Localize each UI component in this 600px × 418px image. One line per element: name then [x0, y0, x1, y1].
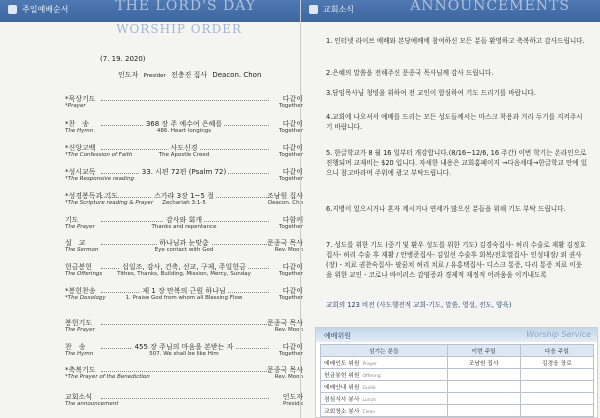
order-item-title: 봉헌기도 [65, 319, 93, 327]
table-row [321, 393, 594, 405]
order-item-detail: 제 1 장 만복의 근원 하나님 [142, 287, 226, 295]
column-header: 이번 주일 [447, 345, 520, 357]
order-item-leader-en: Preside [282, 401, 303, 407]
next-week-cell [520, 369, 593, 381]
role-cell [321, 369, 448, 381]
order-item-detail-en: Tithes, Thanks, Building, Mission, Mercy, Sunday [117, 271, 251, 277]
order-item-leader-en: Together [279, 176, 303, 182]
announcement-item: 5. 한글학교가 8 월 16 일부터 개강합니다.(8/16~12/6, 16 주간) 이번 학기는 온라인으로 진행되며 교재비는 $20 입니다. 자세한 내용은 교회홈페이지 →다음세대→한글학교 안에 있으니 참고바라며 주위에 광고 부탁드립니다. [326, 149, 588, 177]
next-week-cell [520, 381, 593, 393]
order-item-title: 기도 [65, 216, 79, 224]
worship-service-bar [316, 328, 597, 342]
order-item-title: *묵상기도 [65, 95, 96, 103]
order-item [65, 262, 303, 279]
this-week-cell [447, 381, 520, 393]
announcement-item: 7. 성도를 위한 기도 (중기 및 환우 성도를 위한 기도) 김경숙집사- 허리 수술로 재활 김정호집사- 허리 수술 후 재활 / 안병준집사- 김일선 수술후 회복/전호열집사- 인성대장/ 외 권사(장) - 치료 권찬숙집사- 팔꿈치 허리 치료 / 유홍택집사- 디스크 통증, 다리 통증 치료 이웃을 위한 교인 - 코로나 바이러스 감염증과 경제적 재정적 어려움을 이겨내도록 [326, 241, 586, 279]
order-item-leader: 문종국 목사 [266, 366, 303, 374]
this-week-cell [447, 405, 520, 417]
order-item-detail-en: 507. We shall be like Him [149, 351, 219, 357]
worship-service-title: 예배위원 [324, 332, 352, 340]
order-item-detail-en: 1. Praise God from whom all Blessing Flow [125, 295, 243, 301]
order-item-leader: 다같이 [282, 168, 303, 176]
order-item-title: *찬 송 [65, 120, 90, 128]
announcements-header [301, 0, 600, 22]
role-cell [321, 405, 448, 417]
order-item-leader-en: Deacon. Cho [267, 200, 303, 206]
announcements-page [300, 0, 600, 418]
table-row [321, 381, 594, 393]
order-item-leader: 문종국 목사 [266, 239, 303, 247]
order-item-title-en: The Prayer [65, 327, 95, 333]
order-item-leader: 다같이 [282, 120, 303, 128]
order-item-leader: 인도자 [282, 393, 303, 401]
order-item-leader-en: Together [279, 271, 303, 277]
order-item-detail-en: The Apostle Creed [158, 152, 210, 158]
worship-order-header [0, 0, 300, 22]
order-item-title-en: *Prayer [65, 103, 86, 109]
order-item-detail: 사도신경 [170, 144, 198, 152]
announcement-item: 6.지병이 있으시거나 혼자 계시거나 연세가 많으신 분들을 위해 기도 부탁 드립니다. [326, 205, 566, 213]
order-item [65, 342, 303, 359]
order-item-title-en: The Prayer [65, 224, 95, 230]
order-item-title: *봉헌찬송 [65, 287, 96, 295]
order-item-leader-en: Together [279, 224, 303, 230]
worship-order-label: 주일예배순서 [0, 4, 68, 15]
header-en-line-1: THE LORD'S DAY [115, 0, 256, 14]
order-item-leader-en: Together [279, 128, 303, 134]
order-item [65, 119, 303, 136]
order-item-leader-en: Rev. Moon [274, 327, 303, 333]
order-item [65, 238, 303, 255]
order-item [65, 191, 303, 208]
presider-ko-label: 인도자 [118, 71, 139, 79]
worship-service-table [320, 344, 594, 417]
order-item-leader: 다같이 [282, 343, 303, 351]
table-row [321, 369, 594, 381]
order-item [65, 365, 303, 382]
leader-dots [101, 100, 269, 101]
order-item-detail: 하나님과 눈맞춤 [159, 239, 209, 247]
next-week-cell: 김경웅 장로 [520, 357, 593, 369]
role-label: 교회청소 봉사 [324, 409, 360, 415]
order-item-title-en: The Hymn [65, 351, 94, 357]
order-item-detail: 감사와 회개 [165, 216, 203, 224]
order-item-title: *축복기도 [65, 366, 96, 374]
announcement-item: 2.은혜의 말씀을 전해주신 문종국 목사님께 감사 드립니다. [326, 69, 494, 77]
order-item-leader: 다같이 [282, 287, 303, 295]
order-item [65, 318, 303, 335]
role-label-en: Offering [362, 374, 381, 379]
order-item [65, 215, 303, 232]
order-item-title: 설 교 [65, 239, 86, 247]
worship-order-subheader [0, 22, 300, 34]
order-item-leader-en: Rev. Moon [274, 374, 303, 380]
role-cell [321, 381, 448, 393]
announcements-label: 교회소식 [301, 4, 354, 15]
presider-en-label: Presider [143, 73, 166, 79]
role-label: 예배인도 위원 [324, 361, 360, 367]
order-item [65, 392, 303, 409]
service-date: (7. 19. 2020) [100, 55, 146, 63]
order-item-detail: 368 장 주 예수여 은혜를 [145, 120, 223, 128]
order-item-leader-en: Together [279, 295, 303, 301]
order-item-title-en: *The Responsive reading [65, 176, 134, 182]
order-item [65, 94, 303, 111]
order-item-title: 교회소식 [65, 393, 93, 401]
order-item [65, 143, 303, 160]
announcement-item: 3.담임목사님 청빙을 위하여 전 교인이 합심하여 기도 드리기를 바랍니다. [326, 89, 536, 97]
leader-dots [101, 324, 269, 325]
order-item-detail: 455 장 주님의 마음을 본받는 자 [134, 343, 234, 351]
order-item-leader-en: Rev. Moon [274, 247, 303, 253]
order-item-detail: 33. 시편 72편 (Psalm 72) [141, 168, 227, 176]
role-cell [321, 393, 448, 405]
column-header: 섬기는 분들 [321, 345, 448, 357]
role-label-en: Guide [362, 386, 376, 391]
announcement-item: 교회의 123 비전 (사도행전적 교회-기도, 말씀, 영성, 전도, 양육) [326, 301, 512, 309]
role-label-en: Prayer [362, 362, 377, 367]
order-item-title: *신앙고백 [65, 144, 96, 152]
role-cell [321, 357, 448, 369]
order-item-title: *성시교독 [65, 168, 96, 176]
role-label: 예배안내 위원 [324, 385, 360, 391]
column-header: 다음 주일 [520, 345, 593, 357]
order-item-leader: 다같이 [282, 263, 303, 271]
order-item-title: *성경봉독과 기도 [65, 192, 119, 200]
role-label-en: Clean [362, 410, 376, 415]
order-item-title: 헌금봉헌 [65, 263, 93, 271]
presider-line [118, 70, 264, 80]
order-item-title-en: *The Scripture reading & Prayer [65, 200, 154, 206]
presider-name-en: Deacon. Chon [212, 71, 262, 79]
header-en-line-2: WORSHIP ORDER [116, 22, 242, 36]
this-week-cell [447, 369, 520, 381]
this-week-cell [447, 393, 520, 405]
next-week-cell [520, 405, 593, 417]
order-item-detail-en: 486. Heart longings [156, 128, 212, 134]
order-item-detail: 스가랴 3장 1~5 절 [154, 192, 214, 200]
worship-service-panel [315, 327, 598, 418]
order-item-title-en: The Offerings [65, 271, 103, 277]
order-item-title-en: *The Prayer of the Benediction [65, 374, 150, 380]
role-label: 점심식사 봉사 [324, 397, 360, 403]
order-item-detail-en: Zechariah 3:1-5 [162, 200, 206, 206]
order-item-leader: 다같이 [282, 95, 303, 103]
order-item-leader: 다함께 [282, 216, 303, 224]
order-item-detail: 십일조, 감사, 건축, 선교, 구제, 주일헌금 [122, 263, 246, 271]
order-item-title-en: *The Doxology [65, 295, 106, 301]
order-item-title-en: The Sermon [65, 247, 99, 253]
leader-dots [101, 398, 269, 399]
next-week-cell [520, 393, 593, 405]
order-item-leader: 조남원 집사 [266, 192, 303, 200]
order-item-leader-en: Together [279, 152, 303, 158]
order-item-detail-en: Thanks and repentance [151, 224, 217, 230]
order-item-detail-en: Eye contact with God [154, 247, 214, 253]
table-row [321, 357, 594, 369]
this-week-cell: 조남원 집사 [447, 357, 520, 369]
announcement-item: 1. 인터넷 라이브 예배와 본당예배에 참여하신 모든 분들 환영하고 축복하고 감사드립니다. [326, 37, 585, 45]
order-item-title: 찬 송 [65, 343, 86, 351]
leader-dots [101, 371, 269, 372]
table-row [321, 405, 594, 417]
role-label-en: Lunch [362, 398, 376, 403]
order-item-leader: 문종국 목사 [266, 319, 303, 327]
role-label: 헌금봉헌 위원 [324, 373, 360, 379]
order-item [65, 286, 303, 303]
announcement-item: 4.교회에 나오셔서 예배를 드리는 모든 성도들께서는 마스크 착용과 거리 두기를 지켜주시기 바랍니다. [326, 113, 583, 131]
order-item-leader-en: Together [279, 103, 303, 109]
order-item-title-en: *The Confession of Faith [65, 152, 133, 158]
announcements-en-title: ANNOUNCEMENTS [410, 0, 570, 14]
order-item-title-en: The announcement [65, 401, 119, 407]
order-item-leader: 다같이 [282, 144, 303, 152]
worship-service-title-en: Worship Service [526, 330, 591, 339]
order-item-leader-en: Together [279, 351, 303, 357]
order-item-title-en: The Hymn [65, 128, 94, 134]
table-header-row [321, 345, 594, 357]
order-item [65, 167, 303, 184]
presider-name-ko: 전충진 집사 [171, 71, 208, 79]
